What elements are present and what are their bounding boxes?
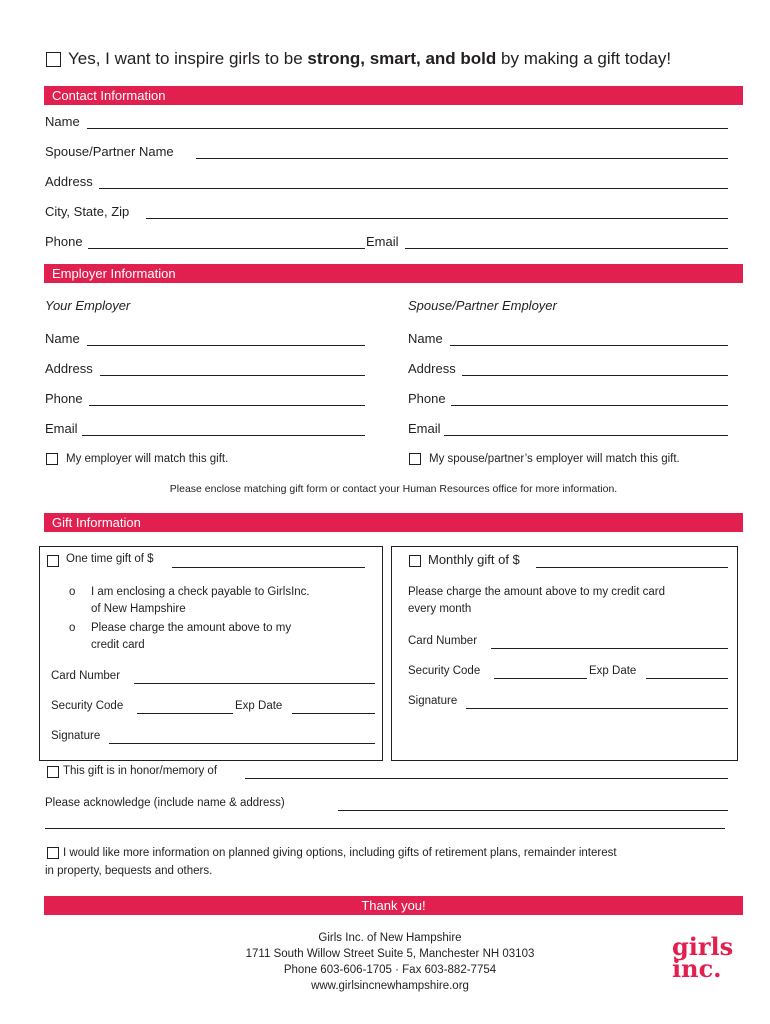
spouse-emp-email-line[interactable] xyxy=(444,435,728,436)
emp-name-line[interactable] xyxy=(87,345,365,346)
spouse-match-label: My spouse/partner’s employer will match this gift. xyxy=(429,453,680,465)
one-time-security-label: Security Code xyxy=(51,700,124,712)
gift-info-bar: Gift Information xyxy=(44,513,743,532)
contact-name-label: Name xyxy=(45,114,80,129)
spouse-emp-phone-label: Phone xyxy=(408,391,446,406)
acknowledge-label: Please acknowledge (include name & address) xyxy=(45,797,285,809)
option2-line1: Please charge the amount above to my xyxy=(91,622,292,634)
email-label: Email xyxy=(366,234,399,249)
acknowledge-line[interactable] xyxy=(338,810,728,811)
monthly-gift-box xyxy=(391,546,738,761)
header-post: by making a gift today! xyxy=(496,49,672,68)
honor-checkbox[interactable] xyxy=(47,766,59,778)
matching-note: Please enclose matching gift form or contact your Human Resources office for more information. xyxy=(169,483,618,495)
honor-label: This gift is in honor/memory of xyxy=(63,765,218,777)
spouse-emp-email-label: Email xyxy=(408,421,441,436)
planned-giving-line1: I would like more information on planned giving options, including gifts of retirement plans, remainder interest xyxy=(63,847,617,859)
one-time-gift-box xyxy=(39,546,383,761)
one-time-exp-line[interactable] xyxy=(292,713,375,714)
emp-email-line[interactable] xyxy=(82,435,365,436)
footer-phone: Phone 603-606-1705 · Fax 603-882-7754 xyxy=(283,964,497,976)
monthly-signature-label: Signature xyxy=(408,695,458,707)
acknowledge-line-2[interactable] xyxy=(45,828,725,829)
one-time-label: One time gift of $ xyxy=(66,553,154,565)
spouse-emp-name-label: Name xyxy=(408,331,443,346)
header-pre: Yes, I want to inspire girls to be xyxy=(68,49,308,68)
monthly-security-label: Security Code xyxy=(408,665,481,677)
inspire-checkbox[interactable] xyxy=(46,52,61,67)
spouse-employer-heading: Spouse/Partner Employer xyxy=(408,298,557,313)
emp-address-line[interactable] xyxy=(100,375,365,376)
employer-info-bar: Employer Information xyxy=(44,264,743,283)
spouse-emp-phone-line[interactable] xyxy=(451,405,728,406)
monthly-exp-line[interactable] xyxy=(646,678,728,679)
spouse-name-label: Spouse/Partner Name xyxy=(45,144,174,159)
monthly-line1: Please charge the amount above to my credit card xyxy=(408,586,665,598)
option2-line2: credit card xyxy=(91,639,145,651)
footer-address: 1711 South Willow Street Suite 5, Manchester NH 03103 xyxy=(245,948,535,960)
option1-bullet[interactable]: o xyxy=(69,586,76,598)
contact-name-line[interactable] xyxy=(87,128,728,129)
city-line[interactable] xyxy=(146,218,728,219)
employer-match-checkbox[interactable] xyxy=(46,453,58,465)
option2-bullet[interactable]: o xyxy=(69,622,76,634)
girls-inc-logo xyxy=(672,932,742,983)
spouse-emp-address-label: Address xyxy=(408,361,456,376)
emp-phone-line[interactable] xyxy=(89,405,365,406)
contact-info-bar: Contact Information xyxy=(44,86,743,105)
monthly-card-label: Card Number xyxy=(408,635,478,647)
monthly-amount-line[interactable] xyxy=(536,567,728,568)
phone-label: Phone xyxy=(45,234,83,249)
header-text xyxy=(68,49,671,69)
emp-name-label: Name xyxy=(45,331,80,346)
one-time-exp-label: Exp Date xyxy=(235,700,283,712)
one-time-signature-label: Signature xyxy=(51,730,101,742)
employer-match-label: My employer will match this gift. xyxy=(66,453,229,465)
email-line[interactable] xyxy=(405,248,728,249)
emp-email-label: Email xyxy=(45,421,78,436)
spouse-emp-name-line[interactable] xyxy=(450,345,728,346)
spouse-match-checkbox[interactable] xyxy=(409,453,421,465)
monthly-line2: every month xyxy=(408,603,472,615)
emp-address-label: Address xyxy=(45,361,93,376)
monthly-signature-line[interactable] xyxy=(466,708,728,709)
one-time-signature-line[interactable] xyxy=(109,743,375,744)
one-time-amount-line[interactable] xyxy=(172,567,365,568)
one-time-security-line[interactable] xyxy=(137,713,233,714)
emp-phone-label: Phone xyxy=(45,391,83,406)
monthly-card-line[interactable] xyxy=(491,648,728,649)
spouse-name-line[interactable] xyxy=(196,158,728,159)
planned-giving-line2: in property, bequests and others. xyxy=(45,865,213,877)
option1-line1: I am enclosing a check payable to GirlsInc. xyxy=(91,586,310,598)
monthly-checkbox[interactable] xyxy=(409,555,421,567)
your-employer-heading: Your Employer xyxy=(45,298,131,313)
address-label: Address xyxy=(45,174,93,189)
monthly-security-line[interactable] xyxy=(494,678,587,679)
one-time-card-label: Card Number xyxy=(51,670,121,682)
option1-line2: of New Hampshire xyxy=(91,603,186,615)
one-time-card-line[interactable] xyxy=(134,683,375,684)
logo-line2: inc. xyxy=(672,954,722,983)
footer-website[interactable]: www.girlsincnewhampshire.org xyxy=(311,980,469,992)
monthly-label: Monthly gift of $ xyxy=(428,552,520,567)
city-label: City, State, Zip xyxy=(45,204,130,219)
thank-you-bar: Thank you! xyxy=(44,896,743,915)
header-bold: strong, smart, and bold xyxy=(307,49,497,68)
honor-line[interactable] xyxy=(245,778,728,779)
one-time-checkbox[interactable] xyxy=(47,555,59,567)
planned-giving-checkbox[interactable] xyxy=(47,847,59,859)
monthly-exp-label: Exp Date xyxy=(589,665,637,677)
address-line[interactable] xyxy=(99,188,728,189)
spouse-emp-address-line[interactable] xyxy=(462,375,728,376)
phone-line[interactable] xyxy=(88,248,365,249)
footer-org: Girls Inc. of New Hampshire xyxy=(318,932,462,944)
logo-line1: girls xyxy=(672,932,734,961)
